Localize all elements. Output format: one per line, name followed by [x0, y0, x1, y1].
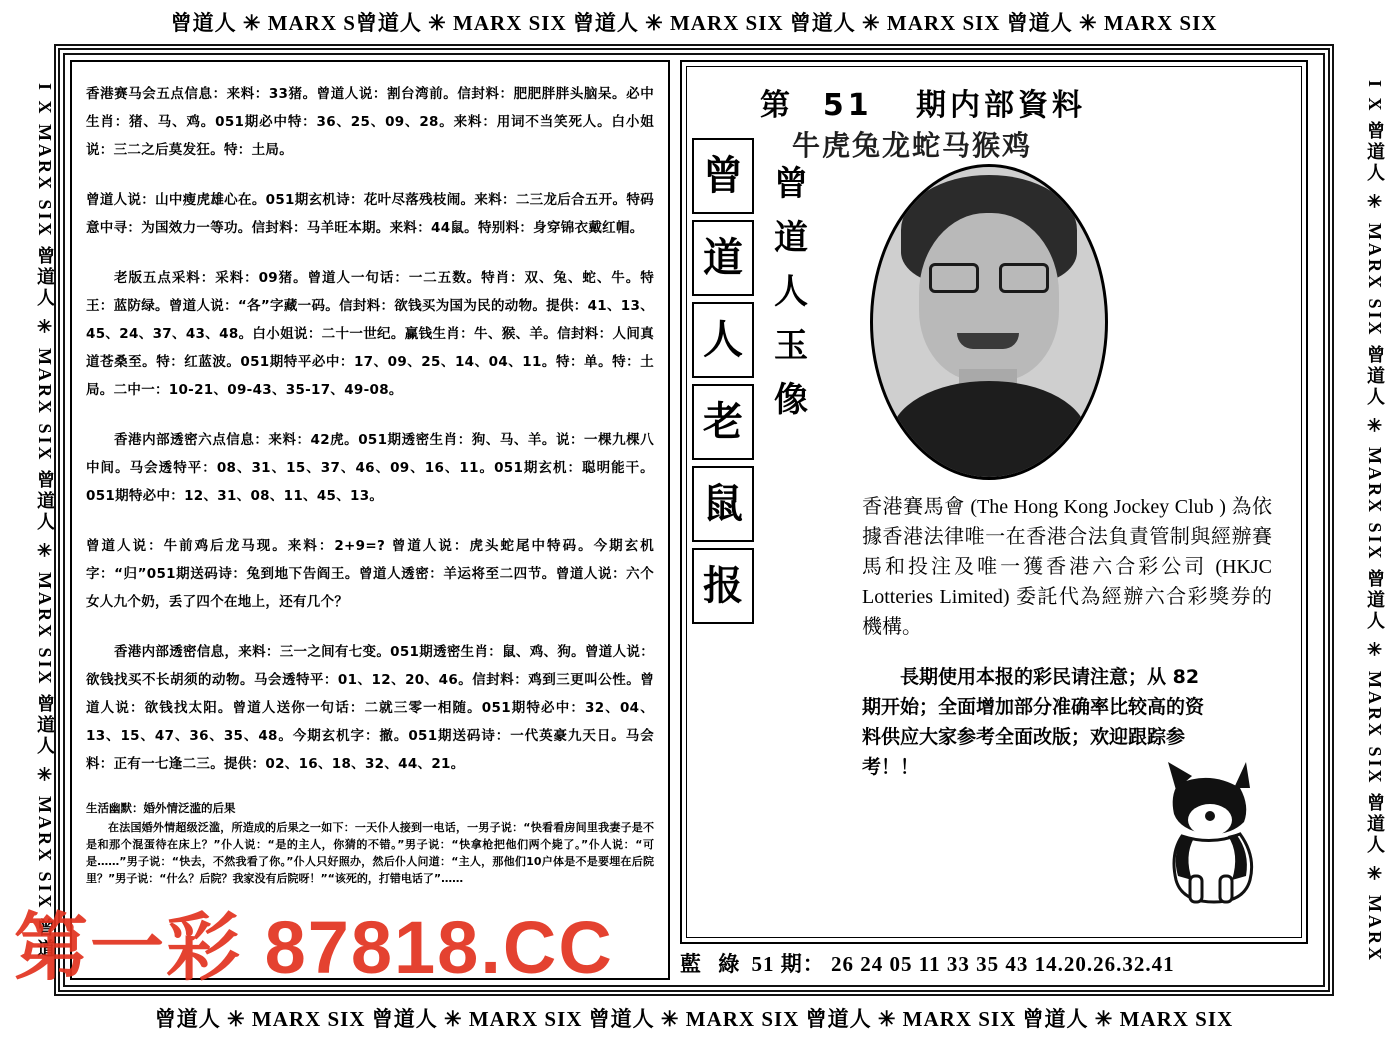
- portrait-face: [919, 213, 1059, 381]
- left-text-column: [70, 60, 670, 980]
- dog-illustration-icon: [1138, 754, 1288, 904]
- masthead-char-1: 曾: [692, 138, 754, 214]
- portrait-photo: [870, 164, 1108, 480]
- right-panel-frame: [680, 60, 1308, 944]
- paragraph-1: 香港赛马会五点信息：来料：33猪。曾道人说：割台湾前。信封料：肥肥胖胖头脑呆。必中生肖：猪、马、鸡。051期必中特：36、25、09、28。来料：用词不当笑死人。白小姐说：三二之后莫发狂。特：土局。: [86, 86, 654, 158]
- masthead2-char-1: 曾: [774, 166, 808, 203]
- right-panel: [680, 60, 1308, 980]
- footer-issue: 51 期：: [751, 952, 825, 976]
- border-band-right: [1330, 44, 1388, 999]
- paragraph-3: 老版五点采料：采料：09猪。曾道人一句话：一二五数。特肖：双、兔、蛇、牛。特王：蓝防绿。曾道人说：“各”字藏一码。信封料：欲钱买为国为民的动物。提供：41、13、45、24、37、43、48。白小姐说：二十一世纪。赢钱生肖：牛、猴、羊。信封料：人间真道苍桑至。特：红蓝波。051期特平必中：17、09、25、14、04、11。特：单。特：土局。二中一：10-21、09-43、35-17、49-08。: [86, 270, 654, 398]
- masthead-char-4: 老: [692, 384, 754, 460]
- border-band-left: [0, 44, 58, 999]
- paragraph-5: 曾道人说：牛前鸡后龙马现。来料：2+9=? 曾道人说：虎头蛇尾中特码。今期玄机字：“归”051期送码诗：兔到地下告阎王。曾道人透密：羊运将至二四节。曾道人说：六个女人九个奶，丢了四个在地上，还有几个？: [86, 538, 654, 610]
- border-band-top: 曾道人 ✳ MARX S曾道人 ✳ MARX SIX 曾道人 ✳ MARX SIX 曾道人 ✳ MARX SIX 曾道人 ✳ MARX SIX: [0, 0, 1388, 46]
- masthead-char-5: 鼠: [692, 466, 754, 542]
- watermark-cn: 第一彩: [14, 906, 242, 989]
- joke-body: 在法国婚外情超级泛滥，所造成的后果之一如下：一天仆人接到一电话，一男子说：“快看看房间里我妻子是不是和那个混蛋待在床上？”仆人说：“是的主人，你猜的不错。”男子说：“快拿枪把他们两个毙了。”仆人说：“可是……”男子说：“快去，不然我看了你。”仆人只好照办，然后仆人问道：“主人，那他们10户体是不是要埋在后院里？”男子说：“什么？后院？我家没有后院呀！”“该死的，打错电话了”……: [86, 821, 654, 885]
- masthead2-char-5: 像: [774, 382, 808, 419]
- portrait-mouth: [957, 333, 1019, 349]
- footer-result-line: [680, 948, 1308, 978]
- portrait-body: [891, 381, 1087, 480]
- masthead-char-6: 报: [692, 548, 754, 624]
- glasses-icon: [929, 263, 1049, 289]
- watermark-num: 87818.CC: [264, 906, 614, 989]
- masthead2-char-4: 玉: [774, 328, 808, 365]
- jockey-club-legal-text: 香港賽馬會 (The Hong Kong Jockey Club ) 為依據香港法律唯一在香港合法負責管制與經辦賽馬和投注及唯一獲香港六合彩公司 (HKJC Lotteries Limited) 委託代為經辦六合彩獎券的機構。: [862, 496, 1272, 638]
- paragraph-2: 曾道人说：山中瘦虎雄心在。051期玄机诗：花叶尽落残枝闹。来料：二三龙后合五开。特码意中寻：为国效力一等功。信封料：马羊旺本期。来料：44鼠。特别料：身穿锦衣戴红帽。: [86, 192, 654, 236]
- zodiac-line: 牛虎兔龙蛇马猴鸡: [792, 129, 1033, 162]
- masthead2-char-3: 人: [774, 274, 808, 311]
- paragraph-4: 香港内部透密六点信息：来料：42虎。051期透密生肖：狗、马、羊。说：一棵九棵八中间。马会透特平：08、31、15、37、46、09、16、11。051期玄机：聪明能干。051期特必中：12、31、08、11、45、13。: [86, 432, 654, 504]
- masthead-char-3: 人: [692, 302, 754, 378]
- border-band-bottom: 曾道人 ✳ MARX SIX 曾道人 ✳ MARX SIX 曾道人 ✳ MARX SIX 曾道人 ✳ MARX SIX 曾道人 ✳ MARX SIX: [0, 997, 1388, 1041]
- border-band-right-text: I X 曾道人 ✳ MARX SIX 曾道人 ✳ MARX SIX 曾道人 ✳ MARX SIX 曾道人 ✳ MARX: [1365, 80, 1385, 963]
- masthead-vertical: [692, 138, 754, 630]
- border-band-left-text: I X MARX SIX 曾道人 ✳ MARX SIX 曾道人 ✳ MARX SIX 曾道人 ✳ MARX SIX 曾道: [35, 82, 55, 960]
- masthead-vertical-secondary: [764, 158, 818, 428]
- publisher-notice-text: 長期使用本报的彩民请注意；从 82 期开始；全面增加部分准确率比较高的资料供应大家参考全面改版；欢迎跟踪参考！！: [862, 666, 1205, 778]
- paragraph-6: 香港内部透密信息，来料：三一之间有七变。051期透密生肖：鼠、鸡、狗。曾道人说：欲钱找买不长胡须的动物。马会透特平：01、12、20、46。信封料：鸡到三更叫公性。曾道人说：欲钱找太阳。曾道人送你一句话：二就三零一相随。051期特必中：32、04、13、15、47、36、35、48。今期玄机字：撤。051期送码诗：一代英豪九天日。马会料：正有一七逢二三。提供：02、16、18、32、44、21。: [86, 644, 654, 772]
- content-area: [70, 60, 1318, 980]
- footer-numbers: 26 24 05 11 33 35 43 14.20.26.32.41: [831, 952, 1175, 976]
- footer-label: 藍 綠: [680, 952, 746, 976]
- issue-title: 第 51 期内部資料: [760, 88, 1086, 123]
- masthead2-char-2: 道: [774, 220, 808, 257]
- joke-title: 生活幽默：婚外情泛滥的后果: [86, 801, 236, 815]
- joke-block: [86, 800, 654, 887]
- masthead-char-2: 道: [692, 220, 754, 296]
